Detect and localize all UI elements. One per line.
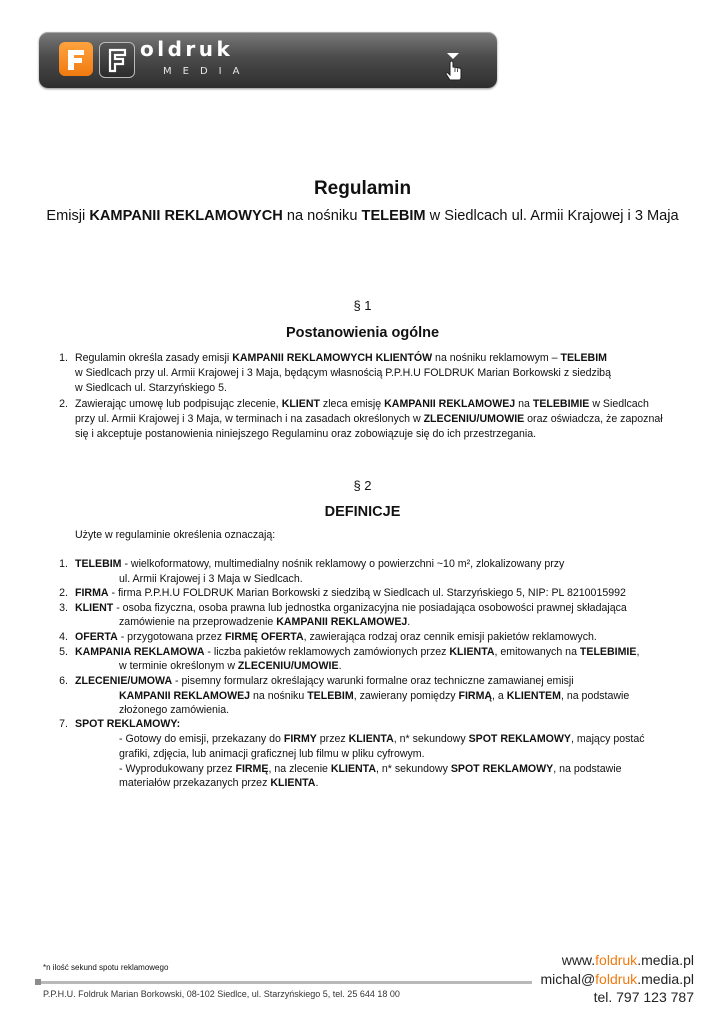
definition-line: KLIENT - osoba fizyczna, osoba prawna lub jednostka organizacyjna nie posiadająca osobowości prawnej składająca [75,602,627,614]
definition-line: ul. Armii Krajowej i 3 Maja w Siedlcach. [119,573,303,585]
footer-divider-marker [35,979,41,985]
logo-f-outline-icon [100,43,134,77]
list-number: 4. [59,631,68,643]
definition-line: SPOT REKLAMOWY: [75,718,181,730]
section-1-number: § 1 [353,298,372,313]
definition-line: zamówienie na przeprowadzenie KAMPANII REKLAMOWEJ. [119,616,411,628]
subtitle-text: w Siedlcach ul. Armii Krajowej i 3 Maja [425,208,679,224]
paragraph-line: przy ul. Armii Krajowej i 3 Maja, w terminach i na zasadach określonych w ZLECENIU/UMOWIE oraz oświadcza, że zapoznał [75,413,663,425]
brand-name: oldruk [140,37,234,61]
list-number: 6. [59,675,68,687]
paragraph-line: w Siedlcach przy ul. Armii Krajowej i 3 Maja, będącym własnością P.P.H.U FOLDRUK Marian Borkowski z siedzibą [75,367,611,379]
definition-line: TELEBIM - wielkoformatowy, multimedialny nośnik reklamowy o powierzchni ~10 m², zlokalizowany przy [75,558,565,570]
list-number: 7. [59,718,68,730]
definition-line: KAMPANII REKLAMOWEJ na nośniku TELEBIM, zawierany pomiędzy FIRMĄ, a KLIENTEM, na podstawie [119,690,630,702]
subtitle-text: Emisji [46,208,90,224]
definition-line: w terminie określonym w ZLECENIU/UMOWIE. [119,660,342,672]
list-number: 5. [59,646,68,658]
section-1-title: Postanowienia ogólne [285,325,440,341]
header-bar [39,32,497,88]
paragraph-line: Regulamin określa zasady emisji KAMPANII REKLAMOWYCH KLIENTÓW na nośniku reklamowym – TELEBIM [75,352,607,364]
definition-line: - Wyprodukowany przez FIRMĘ, na zlecenie KLIENTA, n* sekundowy SPOT REKLAMOWY, na podstawie [119,763,622,775]
footer-address: P.P.H.U. Foldruk Marian Borkowski, 08-102 Siedlce, ul. Starzyńskiego 5, tel. 25 644 18 00 [43,989,400,999]
definition-line: ZLECENIE/UMOWA - pisemny formularz określający warunki formalne oraz techniczne zamawianej emisji [75,675,574,687]
phone-number: tel. 797 123 787 [593,989,694,1005]
paragraph-line: się i akceptuje postanowienia niniejszego Regulaminu oraz zobowiązuje się do ich przestrzegania. [75,428,537,440]
section-2-number: § 2 [353,478,372,493]
logo-dark-tile [99,42,135,78]
list-number: 2. [59,587,68,599]
footer-divider [38,981,532,984]
definition-line: złożonego zamówienia. [119,704,230,716]
document-subtitle [0,208,725,224]
definition-line: OFERTA - przygotowana przez FIRMĘ OFERTA, zawierająca rodzaj oraz cennik emisji pakietów reklamowych. [75,631,597,643]
subtitle-bold: TELEBIM [361,208,426,224]
paragraph-line: Zawierając umowę lub podpisując zlecenie, KLIENT zleca emisję KAMPANII REKLAMOWEJ na TELEBIMIE w Siedlcach [75,398,649,410]
subtitle-bold: KAMPANII REKLAMOWYCH [89,208,283,224]
logo-orange-tile [59,42,93,76]
list-number: 3. [59,602,68,614]
website-link[interactable]: www.foldruk.media.pl [561,952,694,968]
menu-toggle[interactable] [439,49,469,83]
logo-f-orange-icon [59,42,93,76]
list-number: 2. [59,398,68,410]
document-title: Regulamin [313,178,412,199]
brand-subtitle: MEDIA [163,66,251,77]
definition-line: - Gotowy do emisji, przekazany do FIRMY przez KLIENTA, n* sekundowy SPOT REKLAMOWY, mający postać [119,733,645,745]
paragraph-line: w Siedlcach ul. Starzyńskiego 5. [75,382,227,394]
list-number: 1. [59,558,68,570]
definitions-intro: Użyte w regulaminie określenia oznaczają: [75,529,276,541]
list-number: 1. [59,352,68,364]
section-2-title: DEFINICJE [324,504,401,520]
definition-line: materiałów przekazanych przez KLIENTA. [119,777,319,789]
definition-line: FIRMA - firma P.P.H.U FOLDRUK Marian Borkowski z siedzibą w Siedlcach ul. Starzyńskiego 5, NIP: PL 8210015992 [75,587,626,599]
definition-line: KAMPANIA REKLAMOWA - liczba pakietów reklamowych zamówionych przez KLIENTA, emitowanych na TELEBIMIE, [75,646,640,658]
subtitle-text: na nośniku [282,208,362,224]
footnote: *n ilość sekund spotu reklamowego [43,963,169,972]
definition-line: grafiki, zdjęcia, lub animacji graficznej lub filmu w pliku cyfrowym. [119,748,425,760]
email-link[interactable]: michal@foldruk.media.pl [540,971,694,987]
dropdown-pointer-icon [439,49,469,83]
